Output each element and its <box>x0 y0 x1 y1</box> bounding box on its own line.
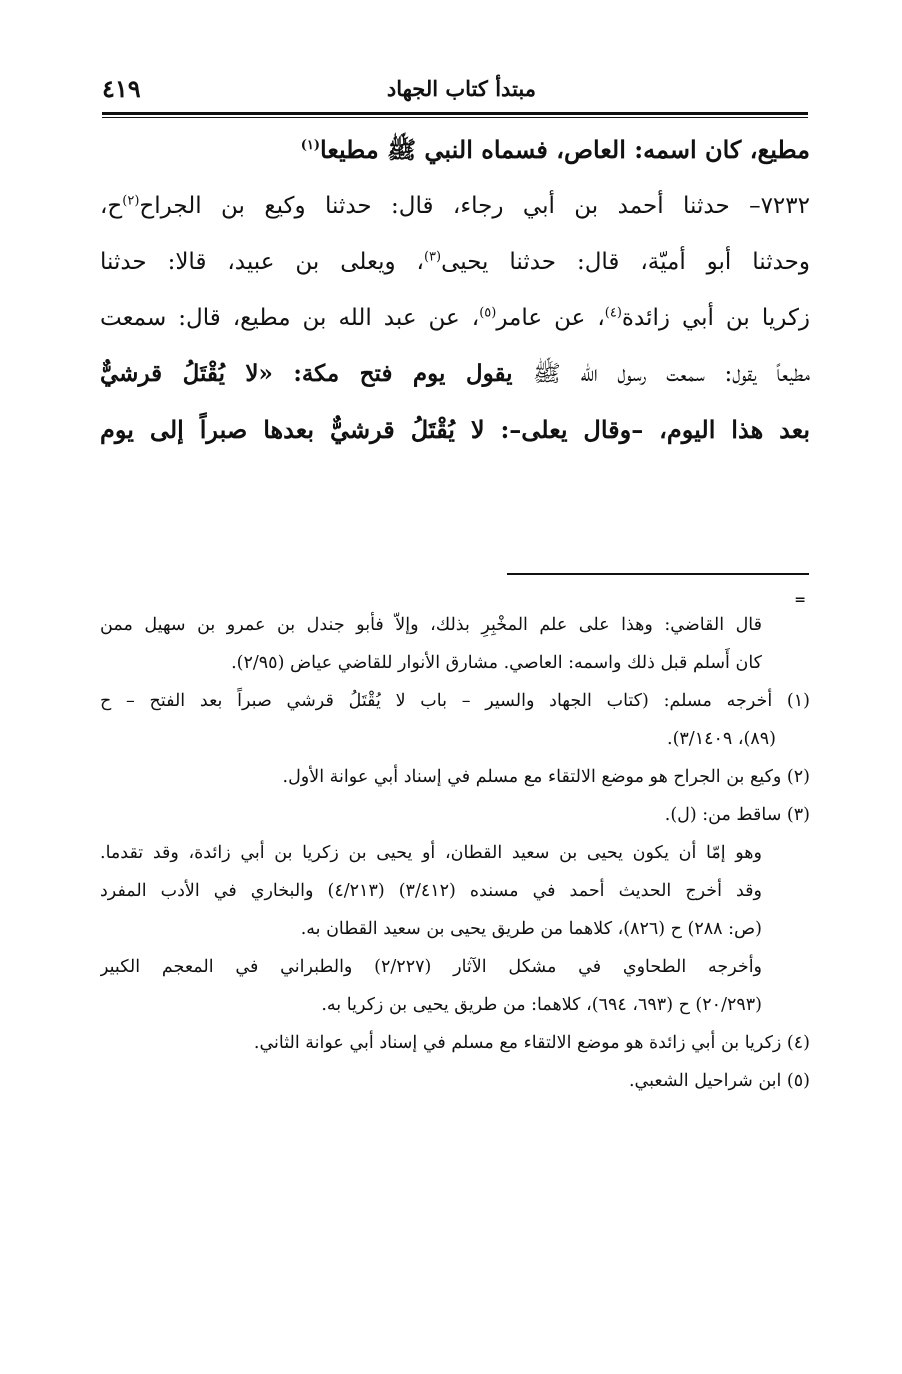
footnote-line: (٢٠/٢٩٣) ح (٦٩٣، ٦٩٤)، كلاهما: من طريق يحيى بن زكريا به. <box>321 995 762 1015</box>
footnote-ref-5: (٥) <box>479 305 497 321</box>
footnote-line: (٣) ساقط من: (ل). <box>664 805 810 825</box>
main-line-1: مطيع، كان اسمه: العاص، فسماه النبي ﷺ مطيعا$^{(١)}$ <box>300 135 810 164</box>
footnotes <box>100 606 810 1100</box>
footnote-line: (١) أخرجه مسلم: (كتاب الجهاد والسير – باب لا يُقْتَلُ قرشي صبراً بعد الفتح – ح <box>100 691 810 711</box>
footnote-line: (٤) زكريا بن أبي زائدة هو موضع الالتقاء مع مسلم في إسناد أبي عوانة الثاني. <box>253 1033 810 1053</box>
main-line-6: بعد هذا اليوم، –وقال يعلى–: لا يُقْتَلُ قرشيٌّ بعدها صبراً إلى يوم <box>100 415 810 444</box>
footnote-ref-1: (١) <box>300 138 321 153</box>
footnote-line: (٨٩)، ٣/١٤٠٩). <box>667 729 776 749</box>
footnote-ref-3: (٣) <box>423 249 442 265</box>
footnote-line: وأخرجه الطحاوي في مشكل الآثار (٢/٢٢٧) والطبراني في المعجم الكبير <box>100 957 763 977</box>
main-text <box>100 122 810 458</box>
continuation-marker: = <box>794 592 806 608</box>
running-header <box>102 74 808 108</box>
footnote-ref-4: (٤) <box>604 305 622 321</box>
footnote-ref-2: (٢) <box>122 193 140 209</box>
footnote-line: وهو إمّا أن يكون يحيى بن سعيد القطان، أو يحيى بن زكريا بن أبي زائدة، وقد تقدما. <box>100 843 762 863</box>
footnote-line: (٥) ابن شراحيل الشعبي. <box>628 1071 810 1091</box>
header-rule <box>102 112 808 118</box>
footnote-separator <box>507 573 809 575</box>
main-line-3: وحدثنا أبو أميّة، قال: حدثنا يحيى$^{(٣)}$، ويعلى بن عبيد، قالا: حدثنا <box>100 249 810 275</box>
main-line-5: مطيعاً يقول: سمعت رسول الله ﷺ يقول يوم فتح مكة: «لا يُقْتَلُ قرشيٌّ <box>100 360 810 387</box>
main-line-4: زكريا بن أبي زائدة$^{(٤)}$، عن عامر$^{(٥)}$، عن عبد الله بن مطيع، قال: سمعت <box>100 305 810 331</box>
chapter-title: مبتدأ كتاب الجهاد <box>386 76 536 101</box>
footnote-line: قال القاضي: وهذا على علم المخْبِرِ بذلك، وإلاّ فأبو جندل بن عمرو بن سهيل ممن <box>100 615 762 635</box>
footnote-line: (ص: ٢٨٨) ح (٨٢٦)، كلاهما من طريق يحيى بن سعيد القطان به. <box>300 919 762 939</box>
footnote-line: كان أَسلم قبل ذلك واسمه: العاصي. مشارق الأنوار للقاضي عياض (٢/٩٥). <box>231 653 762 673</box>
main-line-2: ٧٢٣٢– حدثنا أحمد بن أبي رجاء، قال: حدثنا وكيع بن الجراح$^{(٢)}$ح، <box>100 193 810 219</box>
footnote-line: (٢) وكيع بن الجراح هو موضع الالتقاء مع مسلم في إسناد أبي عوانة الأول. <box>282 767 810 787</box>
page-number: ٤١٩ <box>102 74 141 103</box>
footnote-line: وقد أخرج الحديث أحمد في مسنده (٣/٤١٢) (٤/٢١٣) والبخاري في الأدب المفرد <box>100 881 763 901</box>
